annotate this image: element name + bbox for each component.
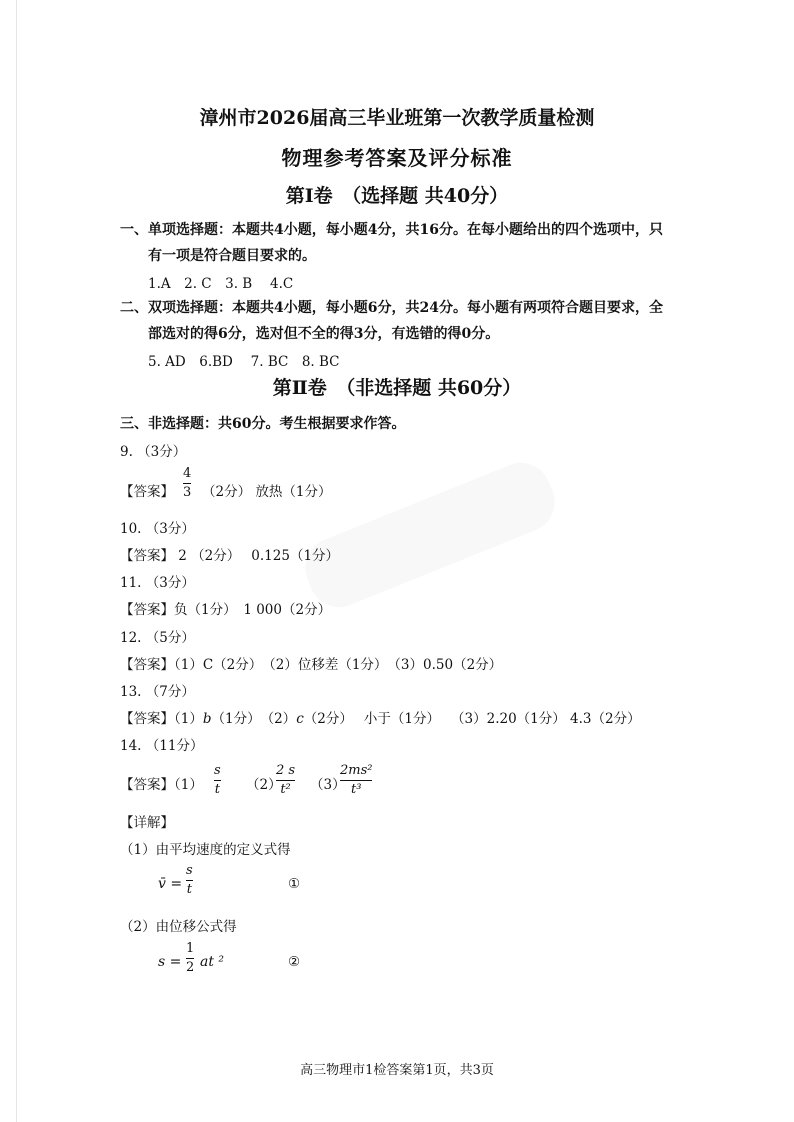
- q9-fraction-denominator: 3: [183, 485, 192, 500]
- section2-instructions-line2: 部选对的得6分，选对但不全的得3分，有选错的得0分。: [148, 326, 500, 342]
- faint-watermark: [296, 454, 563, 616]
- q14-part3-label: （3）: [310, 777, 346, 793]
- q9-fraction: [183, 466, 191, 501]
- q10-heading: 10. （3分）: [120, 521, 195, 537]
- q9-heading: 9. （3分）: [120, 444, 187, 460]
- part2-title: 第Ⅱ卷 （非选择题 共60分）: [272, 377, 522, 399]
- q13-var-b: b: [202, 711, 212, 727]
- section1-instructions-line2: 有一项是符合题目要求的。: [148, 248, 316, 264]
- section2-answers: 5. AD 6.BD 7. BC 8. BC: [148, 354, 340, 370]
- q14-fraction-1-denominator: t: [214, 782, 220, 797]
- q14-eq1-lhs: v̄ =: [158, 876, 183, 892]
- q13-answer-part3: （2分） 小于（1分） （3）2.20（1分） 4.3（2分）: [303, 711, 641, 727]
- q13-answer: [120, 707, 641, 727]
- q14-step2-text: （2）由位移公式得: [120, 919, 237, 935]
- q14-eq1-marker: ①: [288, 876, 301, 892]
- q14-answer-label: 【答案】（1）: [120, 777, 203, 793]
- q14-fraction-1: [214, 763, 221, 798]
- q14-fraction-1-numerator: s: [214, 763, 221, 778]
- q14-fraction-2: [276, 763, 295, 798]
- q14-part2-label: （2）: [246, 777, 282, 793]
- document-subtitle: 物理参考答案及评分标准: [281, 146, 513, 170]
- q13-var-c: c: [296, 711, 304, 727]
- q11-answer: 【答案】负（1分） 1 000（2分）: [120, 602, 332, 618]
- q14-eq1-numerator: s: [186, 863, 193, 878]
- q14-fraction-2-numerator: 2 s: [276, 763, 296, 778]
- q9-answer-rest: （2分） 放热（1分）: [202, 484, 332, 500]
- q14-fraction-2-denominator: t²: [280, 782, 291, 797]
- section1-answers: 1.A 2. C 3. B 4.C: [148, 276, 294, 292]
- q14-eq2-fraction: [186, 941, 194, 976]
- q11-heading: 11. （3分）: [120, 575, 195, 591]
- q9-answer-label: 【答案】: [120, 484, 174, 500]
- section2-instructions-line1: 二、双项选择题：本题共4小题，每小题6分，共24分。每小题有两项符合题目要求，全: [120, 300, 663, 316]
- section3-instructions: 三、非选择题：共60分。考生根据要求作答。: [120, 416, 406, 432]
- q14-eq1-denominator: t: [186, 882, 192, 897]
- q14-detail-label: 【详解】: [120, 815, 174, 831]
- q14-eq1-fraction: [186, 863, 193, 898]
- q12-heading: 12. （5分）: [120, 630, 195, 646]
- q13-answer-part2: （1分） （2）: [211, 711, 297, 727]
- q14-eq2-marker: ②: [288, 954, 301, 970]
- q14-fraction-3-numerator: 2ms²: [340, 763, 373, 778]
- q14-fraction-3: [340, 763, 372, 798]
- section1-instructions-line1: 一、单项选择题：本题共4小题，每小题4分，共16分。在每小题给出的四个选项中，只: [120, 222, 663, 238]
- exam-title: 漳州市2026届高三毕业班第一次教学质量检测: [199, 107, 595, 129]
- page-footer: 高三物理市1检答案第1页，共3页: [300, 1063, 494, 1078]
- q9-fraction-numerator: 4: [183, 466, 192, 481]
- q14-heading: 14. （11分）: [120, 738, 204, 754]
- q10-answer: 【答案】 2 （2分） 0.125（1分）: [120, 548, 340, 564]
- q14-fraction-3-denominator: t³: [351, 782, 362, 797]
- q13-answer-part1: 【答案】（1）: [120, 711, 203, 727]
- part1-title: 第Ⅰ卷 （选择题 共40分）: [285, 185, 509, 207]
- q14-eq2-rhs: at ²: [200, 954, 225, 970]
- q14-eq2-lhs: s =: [158, 954, 182, 970]
- q14-eq2-denominator: 2: [186, 960, 195, 975]
- q14-step1-text: （1）由平均速度的定义式得: [120, 842, 291, 858]
- q12-answer: 【答案】（1）C（2分） （2）位移差（1分） （3）0.50（2分）: [120, 657, 503, 673]
- q13-heading: 13. （7分）: [120, 684, 195, 700]
- q14-eq2-numerator: 1: [186, 941, 195, 956]
